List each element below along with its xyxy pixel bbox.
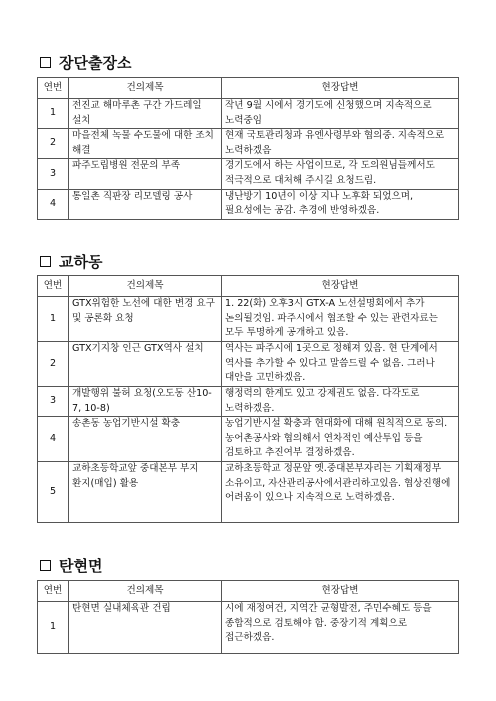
table-row xyxy=(38,99,459,129)
header-answer: 현장답변 xyxy=(222,78,459,99)
row-no: 1 xyxy=(38,297,69,342)
row-subject: 통일촌 직판장 리모델링 공사 xyxy=(69,189,222,219)
table-row xyxy=(38,387,459,417)
checkbox-square-icon xyxy=(40,560,51,571)
row-no: 4 xyxy=(38,417,69,462)
table-row xyxy=(38,297,459,342)
row-answer: 경기도에서 하는 사업이므로, 각 도의원님들께서도 적극적으로 대처해 주시길 요청드림. xyxy=(222,159,459,189)
header-no: 연번 xyxy=(38,78,69,99)
row-subject: 송촌동 농업기반시설 확충 xyxy=(69,417,222,462)
row-answer: 1. 22(화) 오후3시 GTX-A 노선설명회에서 추가 논의될것임. 파주시에서 협조할 수 있는 관련자료는 모두 투명하게 공개하고 있음. xyxy=(222,297,459,342)
table-tanhyeon xyxy=(37,580,459,654)
table-row xyxy=(38,602,459,654)
row-answer: 시에 재정여건, 지역간 균형발전, 주민수혜도 등을 종합적으로 검토해야 함. 중장기적 계획으로 접근하겠음. xyxy=(222,602,459,654)
header-answer: 현장답변 xyxy=(222,581,459,602)
row-subject: 탄현면 실내체육관 건립 xyxy=(69,602,222,654)
table-row xyxy=(38,462,459,523)
row-subject: GTX위험한 노선에 대한 변경 요구 및 공론화 요청 xyxy=(69,297,222,342)
checkbox-square-icon xyxy=(40,57,51,68)
row-no: 5 xyxy=(38,462,69,523)
header-subject: 건의제목 xyxy=(69,581,222,602)
section-title-text: 교하동 xyxy=(59,253,103,271)
row-answer: 현재 국토관리청과 유엔사령부와 협의중. 지속적으로 노력하겠음 xyxy=(222,129,459,159)
table-header-row xyxy=(38,581,459,602)
row-no: 1 xyxy=(38,99,69,129)
row-answer: 교하초등학교 정문앞 옛.중대본부자리는 기획재정부 소유이고, 자산관리공사에서관리하고있음. 협상진행에 어려움이 있으나 지속적으로 노력하겠음. xyxy=(222,462,459,523)
table-row xyxy=(38,342,459,387)
table-gyoha xyxy=(37,275,459,523)
row-subject: 파주도립병원 전문의 부족 xyxy=(69,159,222,189)
table-jangdan xyxy=(37,77,459,220)
header-subject: 건의제목 xyxy=(69,276,222,297)
section-title-gyoha xyxy=(40,251,102,272)
table-row xyxy=(38,129,459,159)
row-no: 3 xyxy=(38,159,69,189)
section-title-tanhyeon xyxy=(40,555,102,576)
header-answer: 현장답변 xyxy=(222,276,459,297)
table-row xyxy=(38,417,459,462)
row-answer: 작년 9월 시에서 경기도에 신청했으며 지속적으로 노력중임 xyxy=(222,99,459,129)
checkbox-square-icon xyxy=(40,256,51,267)
header-no: 연번 xyxy=(38,276,69,297)
header-subject: 건의제목 xyxy=(69,78,222,99)
row-no: 2 xyxy=(38,342,69,387)
row-no: 2 xyxy=(38,129,69,159)
row-no: 4 xyxy=(38,189,69,219)
row-subject: GTX기지창 인근 GTX역사 설치 xyxy=(69,342,222,387)
row-subject: 전진교 해마루촌 구간 가드레일 설치 xyxy=(69,99,222,129)
row-answer: 역사는 파주시에 1곳으로 정해져 있음. 현 단계에서 역사를 추가할 수 있다고 말씀드릴 수 없음. 그러나 대안을 고민하겠음. xyxy=(222,342,459,387)
table-row xyxy=(38,189,459,219)
table-row xyxy=(38,159,459,189)
section-title-jangdan xyxy=(40,52,131,73)
table-header-row xyxy=(38,78,459,99)
row-subject: 마을전체 녹물 수도물에 대한 조치 해결 xyxy=(69,129,222,159)
row-subject: 교하초등학교앞 중대본부 부지 환지(매입) 활용 xyxy=(69,462,222,523)
header-no: 연번 xyxy=(38,581,69,602)
table-header-row xyxy=(38,276,459,297)
row-subject: 개발행위 불허 요청(오도동 산10-7, 10-8) xyxy=(69,387,222,417)
row-answer: 냉난방기 10년이 이상 지나 노후화 되었으며, 필요성에는 공감. 추경에 반영하겠음. xyxy=(222,189,459,219)
row-answer: 농업기반시설 확충과 현대화에 대해 원칙적으로 동의. 농어촌공사와 협의해서 연차적인 예산투입 등을 검토하고 추진여부 결정하겠음. xyxy=(222,417,459,462)
section-title-text: 탄현면 xyxy=(59,557,103,575)
row-no: 1 xyxy=(38,602,69,654)
section-title-text: 장단출장소 xyxy=(59,54,132,72)
row-no: 3 xyxy=(38,387,69,417)
row-answer: 행정력의 한계도 있고 강제권도 없음. 다각도로 노력하겠음. xyxy=(222,387,459,417)
